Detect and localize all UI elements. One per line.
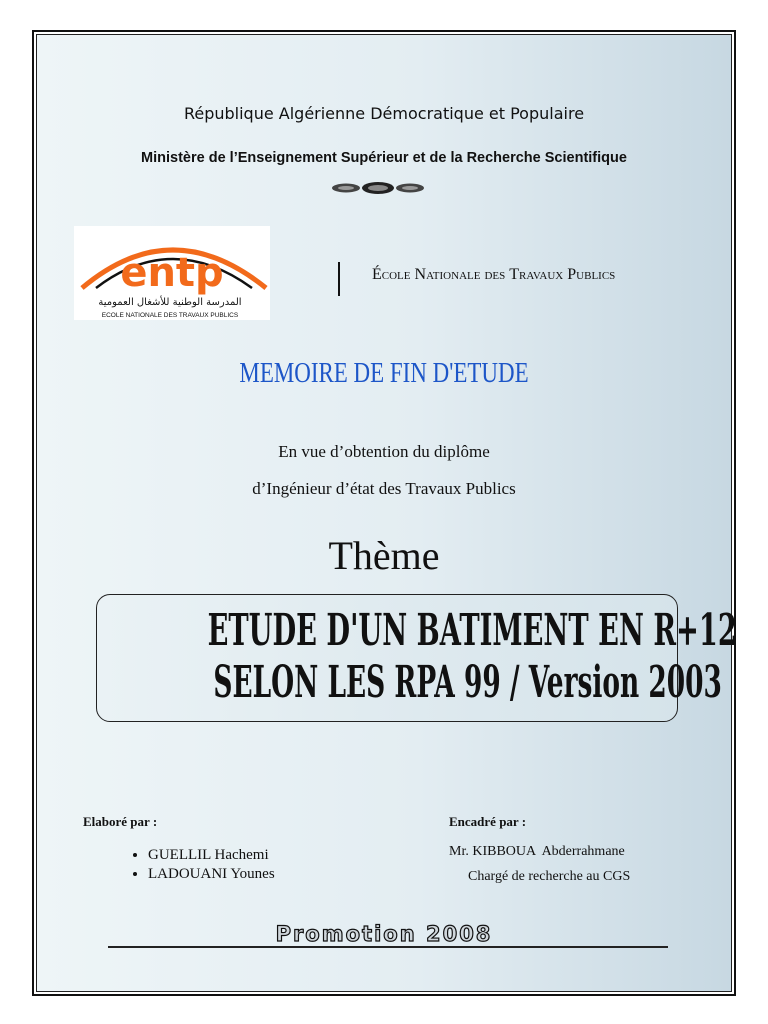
promotion-text: Promotion 2008 (275, 922, 493, 946)
school-name-initial-p: P (567, 266, 577, 283)
author-item: • LADOUANI Younes (148, 865, 275, 884)
supervisor-role: Chargé de recherche au CGS (468, 869, 631, 884)
school-name (372, 266, 615, 284)
authors-label: Elaboré par : (83, 814, 158, 829)
ornament-divider (100, 178, 656, 198)
logo-subtitle: ECOLE NATIONALE DES TRAVAUX PUBLICS (101, 312, 239, 319)
author-item: • GUELLIL Hachemi (148, 846, 275, 865)
theme-label: Thème (328, 533, 440, 578)
ingenieur-line: d’Ingénieur d’état des Travaux Publics (252, 479, 516, 498)
supervisor-label: Encadré par : (449, 814, 527, 829)
authors-list (128, 846, 275, 884)
school-name-initial-n: N (414, 266, 427, 283)
thesis-title-line-2: SELON LES RPA 99 / Version 2003 (213, 657, 722, 708)
memoire-heading: MEMOIRE DE FIN D'ETUDE (239, 358, 529, 389)
logo-arabic-text: المدرسة الوطنية للأشغال العمومية (98, 297, 242, 308)
school-name-part: ublics (576, 266, 616, 283)
thesis-title-line-1: ETUDE D'UN BATIMENT EN R+12 (207, 605, 737, 656)
thesis-title-box (96, 594, 737, 722)
supervisor-name: Mr. KIBBOUA Abderrahmane (449, 844, 625, 859)
school-name-part: ationale des (426, 266, 510, 283)
ministere-heading: Ministère de l’Enseignement Supérieur et de la Recherche Scientifique (141, 150, 627, 166)
logo-wordmark: entp (120, 250, 224, 296)
school-name-part: cole (381, 266, 415, 283)
entp-logo (74, 226, 270, 320)
school-name-part: ravaux (519, 266, 568, 283)
republique-heading: République Algérienne Démocratique et Populaire (183, 104, 585, 123)
bottom-divider (108, 946, 668, 948)
logo-divider (338, 262, 340, 296)
school-name-initial-t: T (509, 266, 520, 283)
obtention-line: En vue d’obtention du diplôme (278, 442, 490, 461)
school-name-initial-e: É (372, 266, 382, 283)
